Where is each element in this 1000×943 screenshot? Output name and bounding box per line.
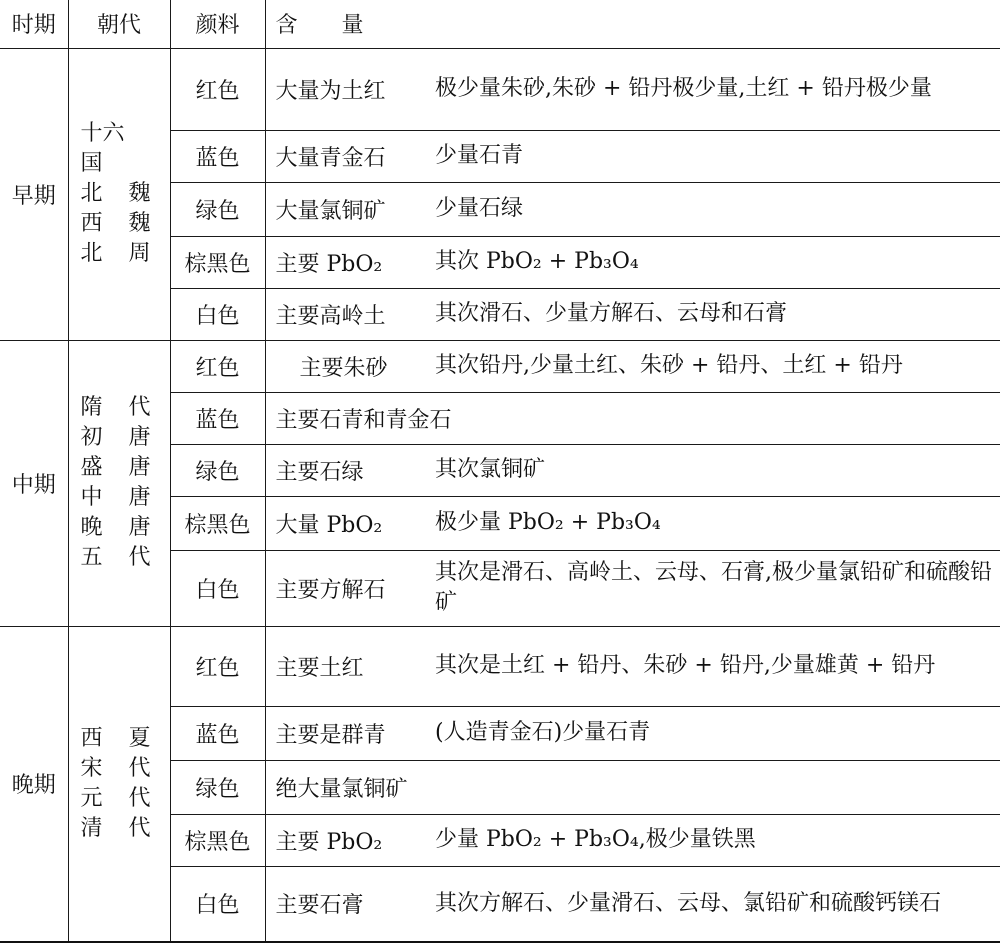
detail-content-cell: 少量 PbO₂ + Pb₃O₄,极少量铁黑 [435, 814, 1000, 866]
detail-content-cell: 极少量 PbO₂ + Pb₃O₄ [435, 496, 1000, 550]
header-dynasty: 朝代 [68, 0, 170, 48]
header-amount: 含 量 [265, 0, 1000, 48]
pigment-cell: 蓝色 [170, 392, 265, 444]
dynasty-line: 盛 唐 [80, 455, 151, 480]
period-cell: 晚期 [0, 626, 68, 942]
pigment-cell: 棕黑色 [170, 236, 265, 288]
detail-content-cell: 其次滑石、少量方解石、云母和石膏 [435, 288, 1000, 340]
main-content-cell: 主要 PbO₂ [265, 236, 435, 288]
table-row [0, 48, 1000, 130]
period-cell: 早期 [0, 48, 68, 340]
pigment-cell: 绿色 [170, 760, 265, 814]
header-pigment: 颜料 [170, 0, 265, 48]
dynasty-cell [68, 340, 170, 626]
detail-content-cell: 极少量朱砂,朱砂 + 铅丹极少量,土红 + 铅丹极少量 [435, 48, 1000, 130]
pigment-cell: 红色 [170, 48, 265, 130]
detail-content-cell: 其次铅丹,少量土红、朱砂 + 铅丹、土红 + 铅丹 [435, 340, 1000, 392]
dynasty-line: 十六国 [80, 121, 125, 176]
detail-content-cell: 其次是土红 + 铅丹、朱砂 + 铅丹,少量雄黄 + 铅丹 [435, 626, 1000, 706]
main-content-cell: 主要方解石 [265, 550, 435, 626]
dynasty-line: 北 魏 [80, 181, 151, 206]
dynasty-cell [68, 48, 170, 340]
main-content-cell: 主要石青和青金石 [265, 392, 1000, 444]
main-content-cell: 主要朱砂 [265, 340, 435, 392]
pigment-cell: 红色 [170, 626, 265, 706]
detail-content-cell: 其次方解石、少量滑石、云母、氯铅矿和硫酸钙镁石 [435, 866, 1000, 942]
detail-content-cell: 少量石青 [435, 130, 1000, 182]
dynasty-line: 隋 代 [80, 395, 151, 420]
dynasty-cell [68, 626, 170, 942]
table-row [0, 340, 1000, 392]
pigment-cell: 白色 [170, 550, 265, 626]
pigment-cell: 蓝色 [170, 706, 265, 760]
main-content-cell: 主要石绿 [265, 444, 435, 496]
dynasty-line: 宋 代 [80, 755, 151, 781]
dynasty-line: 清 代 [80, 815, 151, 841]
header-period: 时期 [0, 0, 68, 48]
main-content-cell: 大量为土红 [265, 48, 435, 130]
table-header-row [0, 0, 1000, 48]
main-content-cell: 大量氯铜矿 [265, 182, 435, 236]
main-content-cell: 大量 PbO₂ [265, 496, 435, 550]
pigment-cell: 绿色 [170, 444, 265, 496]
main-content-cell: 主要是群青 [265, 706, 435, 760]
table-row [0, 626, 1000, 706]
dynasty-line: 中 唐 [80, 485, 151, 510]
pigment-cell: 棕黑色 [170, 496, 265, 550]
pigment-cell: 蓝色 [170, 130, 265, 182]
detail-content-cell: (人造青金石)少量石青 [435, 706, 1000, 760]
dynasty-line: 晚 唐 [80, 515, 151, 540]
dynasty-line: 西 夏 [80, 725, 151, 751]
main-content-cell: 主要石膏 [265, 866, 435, 942]
main-content-cell: 绝大量氯铜矿 [265, 760, 1000, 814]
pigment-cell: 白色 [170, 866, 265, 942]
pigment-cell: 绿色 [170, 182, 265, 236]
pigment-cell: 白色 [170, 288, 265, 340]
main-content-cell: 主要高岭土 [265, 288, 435, 340]
dynasty-line: 初 唐 [80, 425, 151, 450]
main-content-cell: 主要土红 [265, 626, 435, 706]
pigment-cell: 棕黑色 [170, 814, 265, 866]
period-cell: 中期 [0, 340, 68, 626]
main-content-cell: 主要 PbO₂ [265, 814, 435, 866]
detail-content-cell: 其次 PbO₂ + Pb₃O₄ [435, 236, 1000, 288]
dynasty-line: 五 代 [80, 545, 151, 570]
main-content-cell: 大量青金石 [265, 130, 435, 182]
detail-content-cell: 其次是滑石、高岭土、云母、石膏,极少量氯铅矿和硫酸铅矿 [435, 550, 1000, 626]
pigment-cell: 红色 [170, 340, 265, 392]
dynasty-line: 元 代 [80, 785, 151, 811]
dynasty-line: 北 周 [80, 241, 151, 266]
dynasty-line: 西 魏 [80, 211, 151, 236]
detail-content-cell: 少量石绿 [435, 182, 1000, 236]
detail-content-cell: 其次氯铜矿 [435, 444, 1000, 496]
